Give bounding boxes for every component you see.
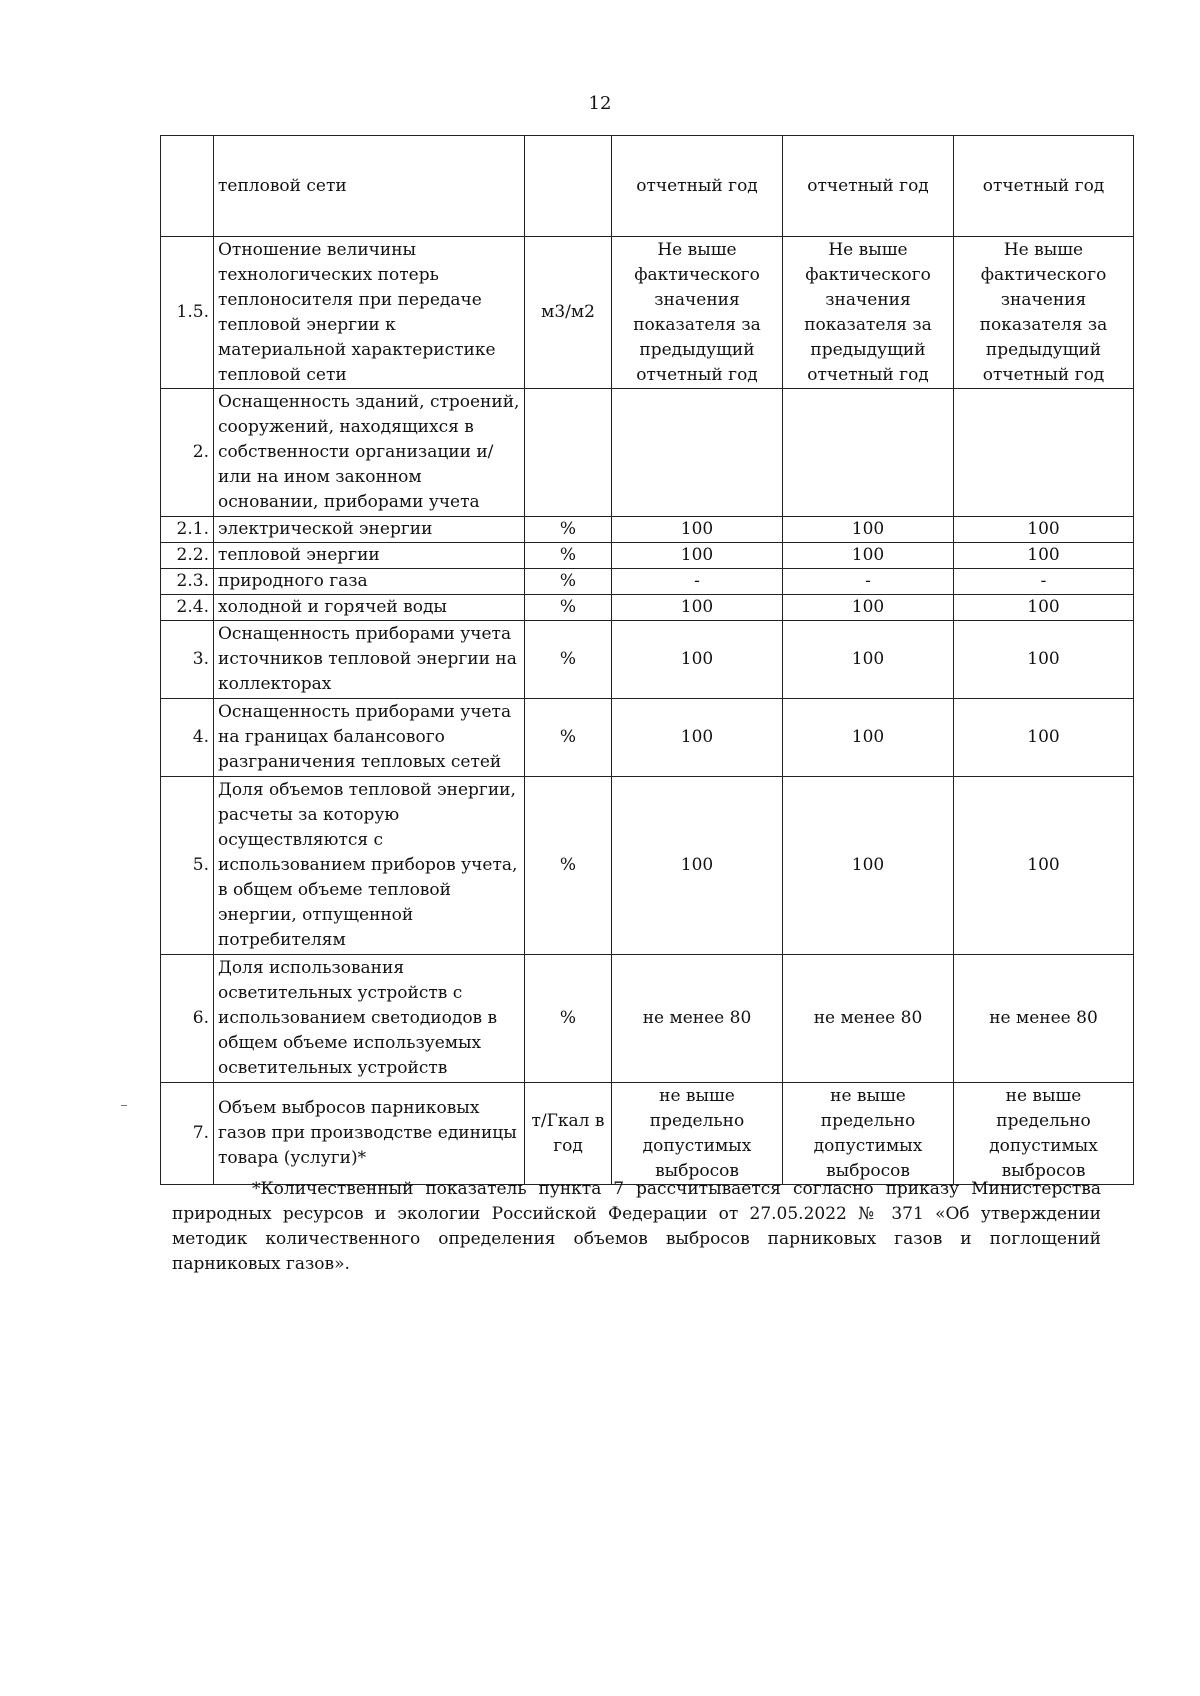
row-number: 2.4. <box>161 595 214 621</box>
row-value-2: 100 <box>783 777 954 955</box>
row-name: Оснащенность приборами учета на границах балансового разграничения тепловых сетей <box>214 699 525 777</box>
table-row <box>161 699 1134 777</box>
row-value-1: 100 <box>612 699 783 777</box>
row-value-2 <box>783 389 954 517</box>
row-value-1: 100 <box>612 517 783 543</box>
row-number: 1.5. <box>161 237 214 389</box>
row-value-3: - <box>954 569 1134 595</box>
table-row-continuation <box>161 136 1134 237</box>
row-value-3: 100 <box>954 543 1134 569</box>
row-name: природного газа <box>214 569 525 595</box>
row-number <box>161 136 214 237</box>
row-value-1: 100 <box>612 595 783 621</box>
table-row <box>161 237 1134 389</box>
row-name: Доля использования осветительных устройств с использованием светодиодов в общем объеме используемых осветительных устройств <box>214 955 525 1083</box>
row-value-1 <box>612 389 783 517</box>
row-unit: % <box>525 955 612 1083</box>
row-value-1: отчетный год <box>612 136 783 237</box>
row-value-2: 100 <box>783 543 954 569</box>
row-unit: % <box>525 595 612 621</box>
row-value-3: отчетный год <box>954 136 1134 237</box>
row-value-1: не менее 80 <box>612 955 783 1083</box>
scan-artifact <box>121 1105 127 1106</box>
row-name: тепловой энергии <box>214 543 525 569</box>
row-unit: % <box>525 543 612 569</box>
row-unit: % <box>525 569 612 595</box>
row-value-3: Не выше фактического значения показателя за предыдущий отчетный год <box>954 237 1134 389</box>
row-unit <box>525 389 612 517</box>
row-value-3: 100 <box>954 517 1134 543</box>
row-name: Доля объемов тепловой энергии, расчеты за которую осуществляются с использованием приборов учета, в общем объеме тепловой энергии, отпущенной потребителям <box>214 777 525 955</box>
row-name: холодной и горячей воды <box>214 595 525 621</box>
row-number: 7. <box>161 1083 214 1185</box>
table-row <box>161 621 1134 699</box>
table-row <box>161 569 1134 595</box>
row-value-1: - <box>612 569 783 595</box>
footnote: *Количественный показатель пункта 7 рассчитывается согласно приказу Министерства природных ресурсов и экологии Российской Федерации от 27.05.2022 № 371 «Об утверждении методик количественного определения объемов выбросов парниковых газов и поглощений парниковых газов». <box>172 1179 1101 1274</box>
row-number: 4. <box>161 699 214 777</box>
row-value-1: не выше предельно допустимых выбросов <box>612 1083 783 1185</box>
row-name: электрической энергии <box>214 517 525 543</box>
row-number: 2.1. <box>161 517 214 543</box>
row-unit: % <box>525 777 612 955</box>
row-name: Оснащенность зданий, строений, сооружений, находящихся в собственности организации и/или на ином законном основании, приборами учета <box>214 389 525 517</box>
row-name: Отношение величины технологических потерь теплоносителя при передаче тепловой энергии к материальной характеристике тепловой сети <box>214 237 525 389</box>
row-value-3: не выше предельно допустимых выбросов <box>954 1083 1134 1185</box>
row-value-2: 100 <box>783 595 954 621</box>
row-value-2: 100 <box>783 517 954 543</box>
row-value-3: 100 <box>954 595 1134 621</box>
row-name: тепловой сети <box>214 136 525 237</box>
table-row <box>161 955 1134 1083</box>
row-value-2: Не выше фактического значения показателя за предыдущий отчетный год <box>783 237 954 389</box>
table-row <box>161 517 1134 543</box>
row-value-1: 100 <box>612 777 783 955</box>
row-number: 3. <box>161 621 214 699</box>
row-number: 5. <box>161 777 214 955</box>
table-row <box>161 1083 1134 1185</box>
row-unit: % <box>525 621 612 699</box>
row-value-3: 100 <box>954 699 1134 777</box>
row-value-2: - <box>783 569 954 595</box>
indicators-table <box>160 135 1134 1185</box>
row-number: 2. <box>161 389 214 517</box>
table-row <box>161 543 1134 569</box>
row-unit: % <box>525 517 612 543</box>
row-unit: м3/м2 <box>525 237 612 389</box>
row-value-2: 100 <box>783 621 954 699</box>
row-number: 6. <box>161 955 214 1083</box>
page-number: 12 <box>588 93 612 114</box>
row-name: Оснащенность приборами учета источников тепловой энергии на коллекторах <box>214 621 525 699</box>
row-value-3: 100 <box>954 777 1134 955</box>
table-row <box>161 777 1134 955</box>
row-number: 2.2. <box>161 543 214 569</box>
table-row <box>161 389 1134 517</box>
row-value-2: не менее 80 <box>783 955 954 1083</box>
row-value-1: Не выше фактического значения показателя за предыдущий отчетный год <box>612 237 783 389</box>
row-number: 2.3. <box>161 569 214 595</box>
row-value-2: отчетный год <box>783 136 954 237</box>
row-value-3: 100 <box>954 621 1134 699</box>
row-value-2: 100 <box>783 699 954 777</box>
row-unit <box>525 136 612 237</box>
row-value-3: не менее 80 <box>954 955 1134 1083</box>
row-unit: т/Гкал в год <box>525 1083 612 1185</box>
row-unit: % <box>525 699 612 777</box>
table-row <box>161 595 1134 621</box>
row-value-1: 100 <box>612 621 783 699</box>
row-name: Объем выбросов парниковых газов при производстве единицы товара (услуги)* <box>214 1083 525 1185</box>
row-value-1: 100 <box>612 543 783 569</box>
row-value-3 <box>954 389 1134 517</box>
row-value-2: не выше предельно допустимых выбросов <box>783 1083 954 1185</box>
